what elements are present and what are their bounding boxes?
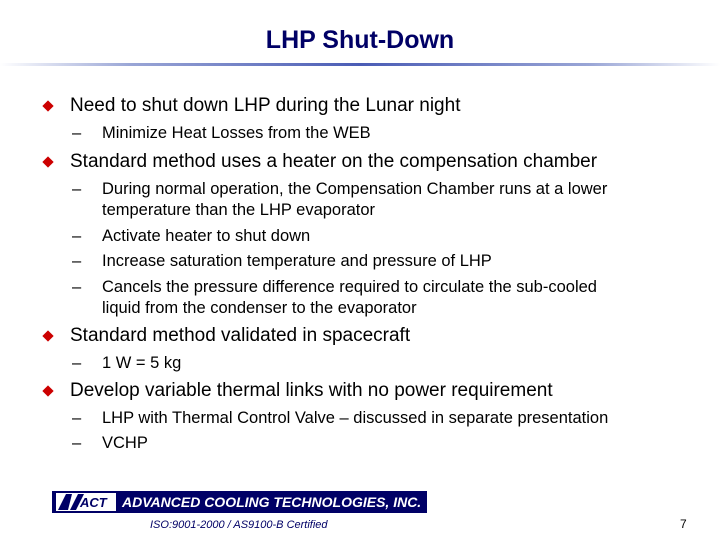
sub-bullet-text: VCHP xyxy=(102,434,148,452)
dash-icon: – xyxy=(72,354,82,372)
diamond-bullet-icon xyxy=(42,156,53,167)
certification-text: ISO:9001-2000 / AS9100-B Certified xyxy=(150,519,328,531)
company-name: ADVANCED COOLING TECHNOLOGIES, INC. xyxy=(122,494,422,510)
bullet-text: Standard method validated in spacecraft xyxy=(70,325,411,346)
dash-icon: – xyxy=(72,180,82,198)
dash-icon: – xyxy=(72,409,82,427)
sub-bullet-text: Increase saturation temperature and pressure of LHP xyxy=(102,252,492,270)
bullet-text: Develop variable thermal links with no power requirement xyxy=(70,380,553,401)
act-logo xyxy=(55,492,117,512)
dash-icon: – xyxy=(72,227,82,245)
sub-bullet-text: LHP with Thermal Control Valve – discussed in separate presentation xyxy=(102,409,609,427)
dash-icon: – xyxy=(72,252,82,270)
slide-title: LHP Shut-Down xyxy=(265,26,455,54)
dash-icon: – xyxy=(72,124,82,142)
diamond-bullet-icon xyxy=(42,385,53,396)
sub-bullet-text: Minimize Heat Losses from the WEB xyxy=(102,124,371,142)
sub-bullet-text: Activate heater to shut down xyxy=(102,227,311,245)
svg-text:ACT: ACT xyxy=(80,495,107,510)
sub-bullet-text-line2: temperature than the LHP evaporator xyxy=(102,201,376,219)
dash-icon: – xyxy=(72,278,82,296)
diamond-bullet-icon xyxy=(42,330,53,341)
bullet-text: Standard method uses a heater on the compensation chamber xyxy=(70,151,598,172)
title-divider xyxy=(0,63,720,66)
sub-bullet-text: 1 W = 5 kg xyxy=(102,354,182,372)
sub-bullet-text-line1: Cancels the pressure difference required to circulate the sub-cooled xyxy=(102,278,597,296)
dash-icon: – xyxy=(72,434,82,452)
sub-bullet-text-line2: liquid from the condenser to the evaporator xyxy=(102,299,417,317)
act-logo-icon xyxy=(56,493,116,511)
diamond-bullet-icon xyxy=(42,100,53,111)
bullet-text: Need to shut down LHP during the Lunar night xyxy=(70,95,461,116)
sub-bullet-text-line1: During normal operation, the Compensation Chamber runs at a lower xyxy=(102,180,608,198)
page-number: 7 xyxy=(680,517,687,531)
